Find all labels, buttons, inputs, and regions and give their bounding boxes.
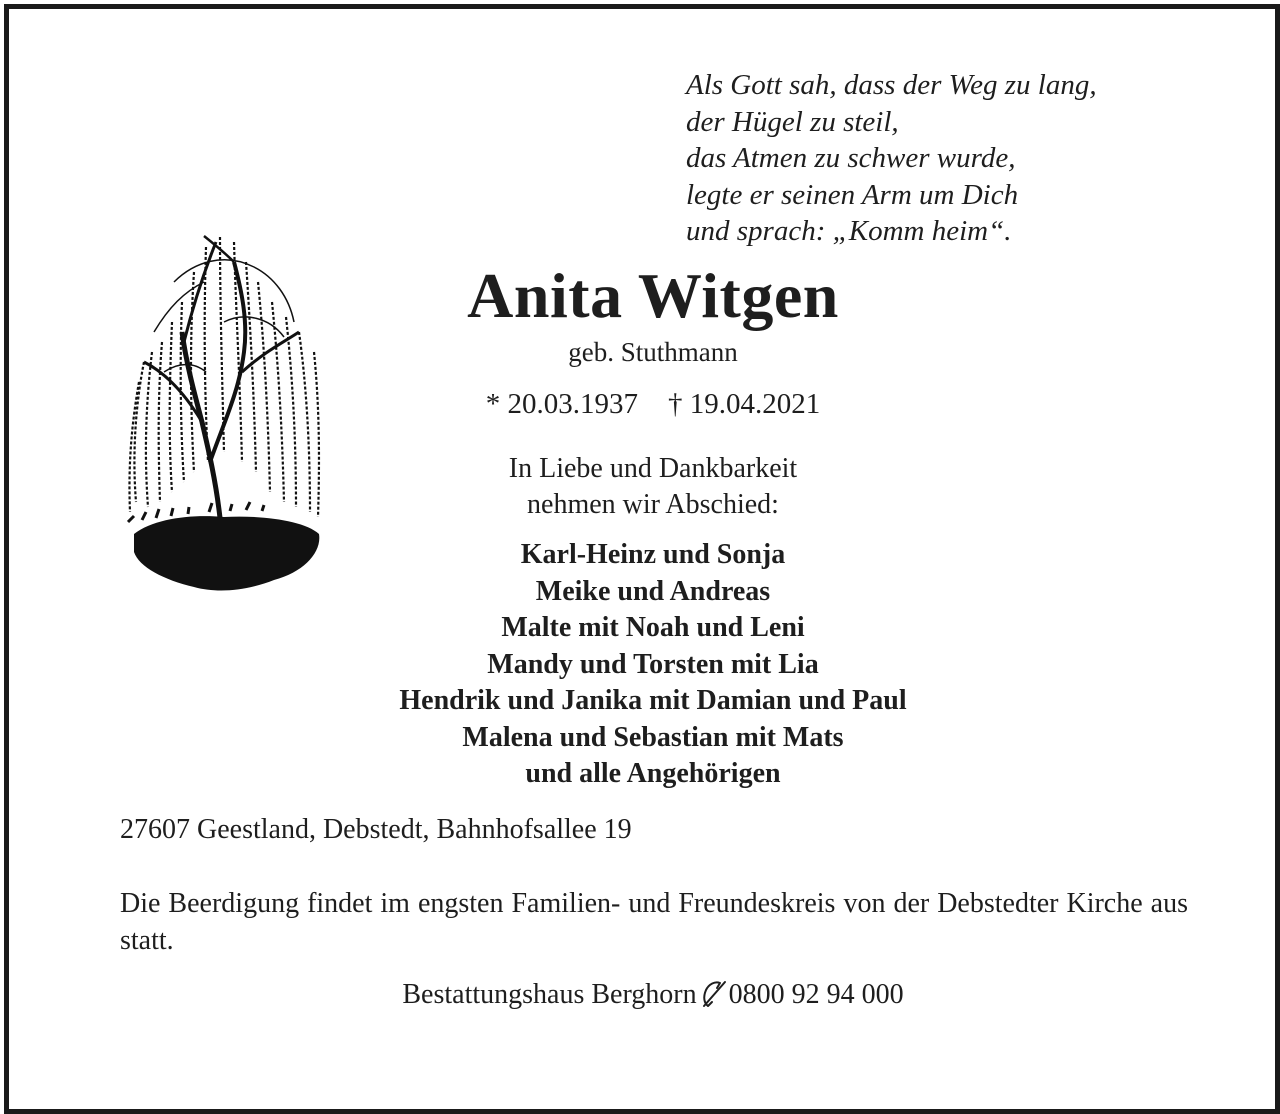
- poem-line: Als Gott sah, dass der Weg zu lang,: [686, 69, 1097, 101]
- death-date: † 19.04.2021: [668, 388, 821, 420]
- mourner-line: Malena und Sebastian mit Mats: [462, 721, 844, 753]
- funeral-notice: Die Beerdigung findet im engsten Familien- und Freundeskreis von der Debstedter Kirche aus statt.: [120, 888, 1188, 956]
- mourner-line: Hendrik und Janika mit Damian und Paul: [399, 685, 907, 716]
- life-dates: [300, 387, 1006, 421]
- poem-line: und sprach: „Komm heim“.: [686, 215, 1012, 247]
- mourner-line: Malte mit Noah und Leni: [501, 612, 805, 643]
- mourner-line: und alle Angehörigen: [525, 758, 781, 789]
- mourner-line: Mandy und Torsten mit Lia: [487, 648, 819, 680]
- mourner-line: Karl-Heinz und Sonja: [520, 539, 786, 570]
- poem: [686, 67, 1097, 250]
- willow-tree-icon: [124, 222, 324, 594]
- undertaker-phone: 0800 92 94 000: [728, 979, 904, 1010]
- mourner-address: 27607 Geestland, Debstedt, Bahnhofsallee 19: [120, 814, 632, 845]
- farewell-line: nehmen wir Abschied:: [527, 489, 779, 520]
- birth-date: * 20.03.1937: [485, 388, 638, 420]
- mourner-line: Meike und Andreas: [535, 575, 771, 607]
- phone-icon: [701, 980, 727, 1008]
- deceased-name: Anita Witgen: [467, 260, 839, 331]
- poem-line: legte er seinen Arm um Dich: [686, 178, 1019, 211]
- farewell-line: In Liebe und Dankbarkeit: [508, 453, 798, 484]
- maiden-name: geb. Stuthmann: [568, 337, 738, 367]
- poem-line: der Hügel zu steil,: [686, 105, 899, 138]
- undertaker-name: Bestattungshaus Berghorn: [402, 979, 697, 1010]
- poem-line: das Atmen zu schwer wurde,: [686, 142, 1016, 174]
- mourners-list: [300, 537, 1006, 793]
- undertaker-line: [300, 977, 1006, 1013]
- farewell-text: [300, 451, 1006, 523]
